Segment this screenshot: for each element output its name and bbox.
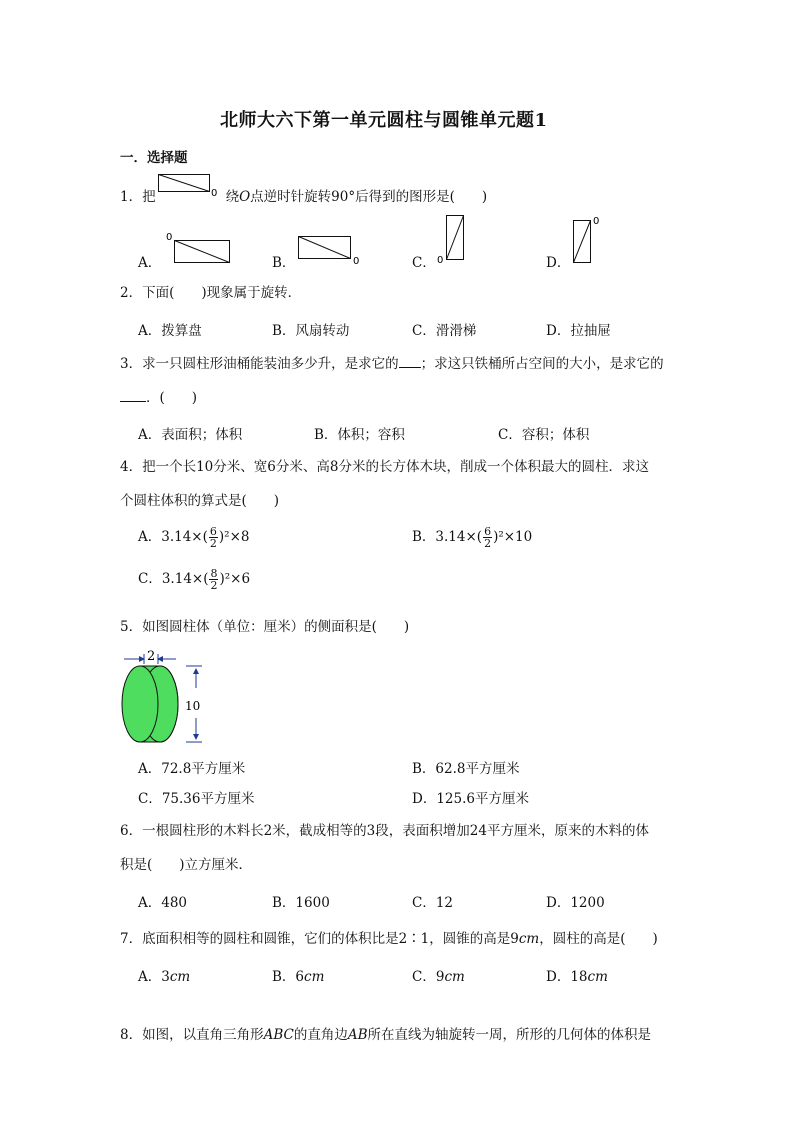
q5-stem: 5．如图圆柱体（单位：厘米）的侧面积是( ) [120,619,410,635]
q5-height-label: 10 [185,699,201,713]
q1-stem: 1．把 绕O点逆时针旋转90°后得到的图形是( ) [120,189,488,205]
q2-option-d: D．拉抽屉 [546,323,611,339]
q6-stem-line2: 积是( )立方厘米． [120,857,253,873]
q5-option-b: B．62.8平方厘米 [412,761,520,777]
q2-option-a: A．拨算盘 [138,323,202,339]
q4-stem-line1: 4．把一个长10分米、宽6分米、高8分米的长方体木块，削成一个体积最大的圆柱．求这 [120,459,649,475]
q3-stem-line1: 3．求一只圆柱形油桶能装油多少升，是求它的 ；求这只铁桶所占空间的大小，是求它的 [120,356,664,372]
q2-stem: 2．下面( )现象属于旋转． [120,285,302,301]
svg-text:0: 0 [166,232,173,243]
q1-source-rectangle-figure [158,174,220,199]
q3-option-c: C．容积；体积 [498,427,590,443]
q7-option-c: C．9cm [412,969,465,985]
q8-stem: 8．如图，以直角三角形ABC的直角边AB所在直线为轴旋转一周，所形的几何体的体积是 [120,1027,652,1043]
svg-text:0: 0 [437,255,444,266]
q1-option-a-figure [166,230,236,266]
q2-option-b: B．风扇转动 [272,323,350,339]
q3-option-a: A．表面积；体积 [138,427,243,443]
q1-option-b-figure [298,234,368,266]
q1-option-d-figure [572,214,608,266]
q2-option-c: C．滑滑梯 [412,323,477,339]
q7-option-a: A．3cm [138,969,191,985]
q1-o-label: 0 [211,188,218,199]
q5-option-d: D．125.6平方厘米 [412,791,529,807]
q1-option-a-label: A． [138,255,162,271]
q7-option-d: D．18cm [546,969,608,985]
q4-stem-line2: 个圆柱体积的算式是( ) [120,493,280,509]
svg-text:0: 0 [353,256,360,267]
page-title: 北师大六下第一单元圆柱与圆锥单元题1 [220,110,548,131]
svg-text:0: 0 [593,216,600,227]
q4-option-c: C．3.14×( $\frac{8}{2}$ )²×6 [138,567,251,592]
q1-option-c-figure [436,212,472,266]
q5-cylinder-figure [118,648,218,748]
q5-width-label: 2 [147,649,156,664]
q1-option-c-label: C． [412,255,436,271]
q6-option-d: D．1200 [546,895,605,911]
q4-option-b: B．3.14×( $\frac{6}{2}$ )²×10 [412,525,533,550]
q3-stem-line2: ．( ) [120,388,197,407]
q7-option-b: B．6cm [272,969,325,985]
q5-option-c: C．75.36平方厘米 [138,791,255,807]
q6-stem-line1: 6．一根圆柱形的木料长2米，截成相等的3段，表面积增加24平方厘米，原来的木料的体 [120,823,649,839]
q1-option-b-label: B． [272,255,296,271]
q6-option-a: A．480 [138,895,188,911]
q5-option-a: A．72.8平方厘米 [138,761,246,777]
q3-option-b: B．体积；容积 [314,427,405,443]
section-heading: 一．选择题 [120,150,188,166]
q1-option-d-label: D． [546,255,571,271]
q7-stem: 7．底面积相等的圆柱和圆锥，它们的体积比是2∶1，圆锥的高是9cm，圆柱的高是( ) [120,931,658,947]
q6-option-c: C．12 [412,895,454,911]
q6-option-b: B．1600 [272,895,330,911]
q4-option-a: A．3.14×( $\frac{6}{2}$ )²×8 [138,525,250,550]
